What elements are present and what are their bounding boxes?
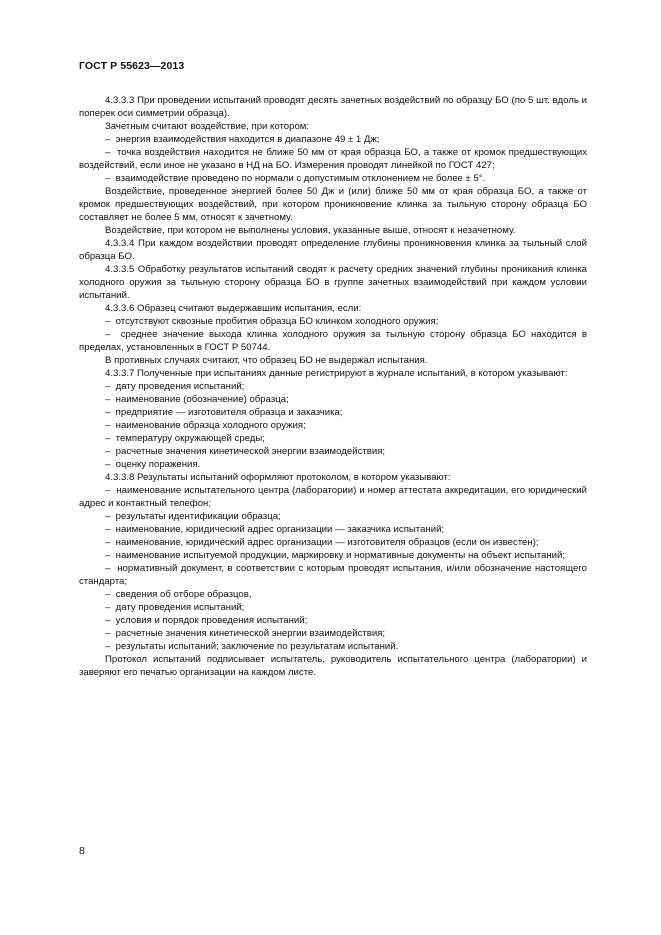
page-number: 8: [79, 845, 85, 857]
paragraph: Зачетным считают воздействие, при котором:: [105, 121, 310, 132]
paragraph: Воздействие, проведенное энергией более 50 Дж и (или) ближе 50 мм от края образца БО, а также от кромок предшествующих воздействий, при котором проникновение клинка за тыльную сторону образца БО составляет не более 5 мм, относят к зачетному.: [79, 186, 587, 223]
paragraph: 4.3.3.6 Образец считают выдержавшим испытания, если:: [105, 303, 362, 314]
list-item: – энергия взаимодействия находится в диапазоне 49 ± 1 Дж;: [79, 133, 587, 146]
list-item: – расчетные значения кинетической энергии взаимодействия;: [79, 627, 587, 640]
list-item: – наименование, юридический адрес организации — изготовителя образцов (если он известен);: [79, 536, 587, 549]
paragraph: 4.3.3.3 При проведении испытаний проводят десять зачетных воздействий по образцу БО (по 5 шт. вдоль и поперек оси симметрии образца).: [79, 95, 587, 119]
list-item: – наименование образца холодного оружия;: [79, 419, 587, 432]
list-item: – точка воздействия находится не ближе 50 мм от края образца БО, а также от кромок предшествующих воздействий, если иное не указано в НД на БО. Измерения проводят линейкой по ГОСТ 427;: [79, 146, 587, 172]
list-item: – предприятие — изготовителя образца и заказчика;: [79, 406, 587, 419]
list-item: – температуру окружающей среды;: [79, 432, 587, 445]
paragraph: 4.3.3.5 Обработку результатов испытаний сводят к расчету средних значений глубины проникания клинка холодного оружия за тыльную сторону образца БО в группе зачетных взаимодействий при каждом условии испытаний.: [79, 264, 587, 301]
list-item: – отсутствуют сквозные пробития образца БО клинком холодного оружия;: [79, 315, 587, 328]
list-item: – результаты идентификации образца;: [79, 510, 587, 523]
list-item: – наименование испытательного центра (лаборатории) и номер аттестата аккредитации, его юридический адрес и контактный телефон;: [79, 484, 587, 510]
paragraph: Протокол испытаний подписывает испытатель, руководитель испытательного центра (лаборатории) и заверяют его печатью организации на каждом листе.: [79, 654, 587, 678]
paragraph: 4.3.3.8 Результаты испытаний оформляют протоколом, в котором указывают:: [105, 472, 451, 483]
list-item: – наименование испытуемой продукции, маркировку и нормативные документы на объект испытаний;: [79, 549, 587, 562]
list-item: – наименование (обозначение) образца;: [79, 393, 587, 406]
list-item: – нормативный документ, в соответствии с которым проводят испытания, и/или обозначение настоящего стандарта;: [79, 562, 587, 588]
paragraph: 4.3.3.7 Полученные при испытаниях данные регистрируют в журнале испытаний, в котором указывают:: [105, 368, 568, 379]
list-item: – взаимодействие проведено по нормали с допустимым отклонением не более ± 5°.: [79, 172, 587, 185]
list-item: – оценку поражения.: [79, 458, 587, 471]
paragraph: В противных случаях считают, что образец БО не выдержал испытания.: [105, 355, 428, 366]
paragraph: Воздействие, при котором не выполнены условия, указанные выше, относят к незачетному.: [105, 225, 516, 236]
list-item: – дату проведения испытаний;: [79, 380, 587, 393]
list-item: – условия и порядок проведения испытаний;: [79, 614, 587, 627]
list-item: – результаты испытаний; заключение по результатам испытаний.: [79, 640, 587, 653]
list-item: – наименование, юридический адрес организации — заказчика испытаний;: [79, 523, 587, 536]
list-item: – расчетные значения кинетической энергии взаимодействия;: [79, 445, 587, 458]
list-item: – сведения об отборе образцов,: [79, 588, 587, 601]
list-item: – дату проведения испытаний;: [79, 601, 587, 614]
list-item: – среднее значение выхода клинка холодного оружия за тыльную сторону образца БО находится в пределах, установленных в ГОСТ Р 50744.: [79, 328, 587, 354]
document-body: [79, 94, 587, 679]
document-header: ГОСТ Р 55623—2013: [79, 60, 185, 72]
paragraph: 4.3.3.4 При каждом воздействии проводят определение глубины проникновения клинка за тыльный слой образца БО.: [79, 238, 587, 262]
